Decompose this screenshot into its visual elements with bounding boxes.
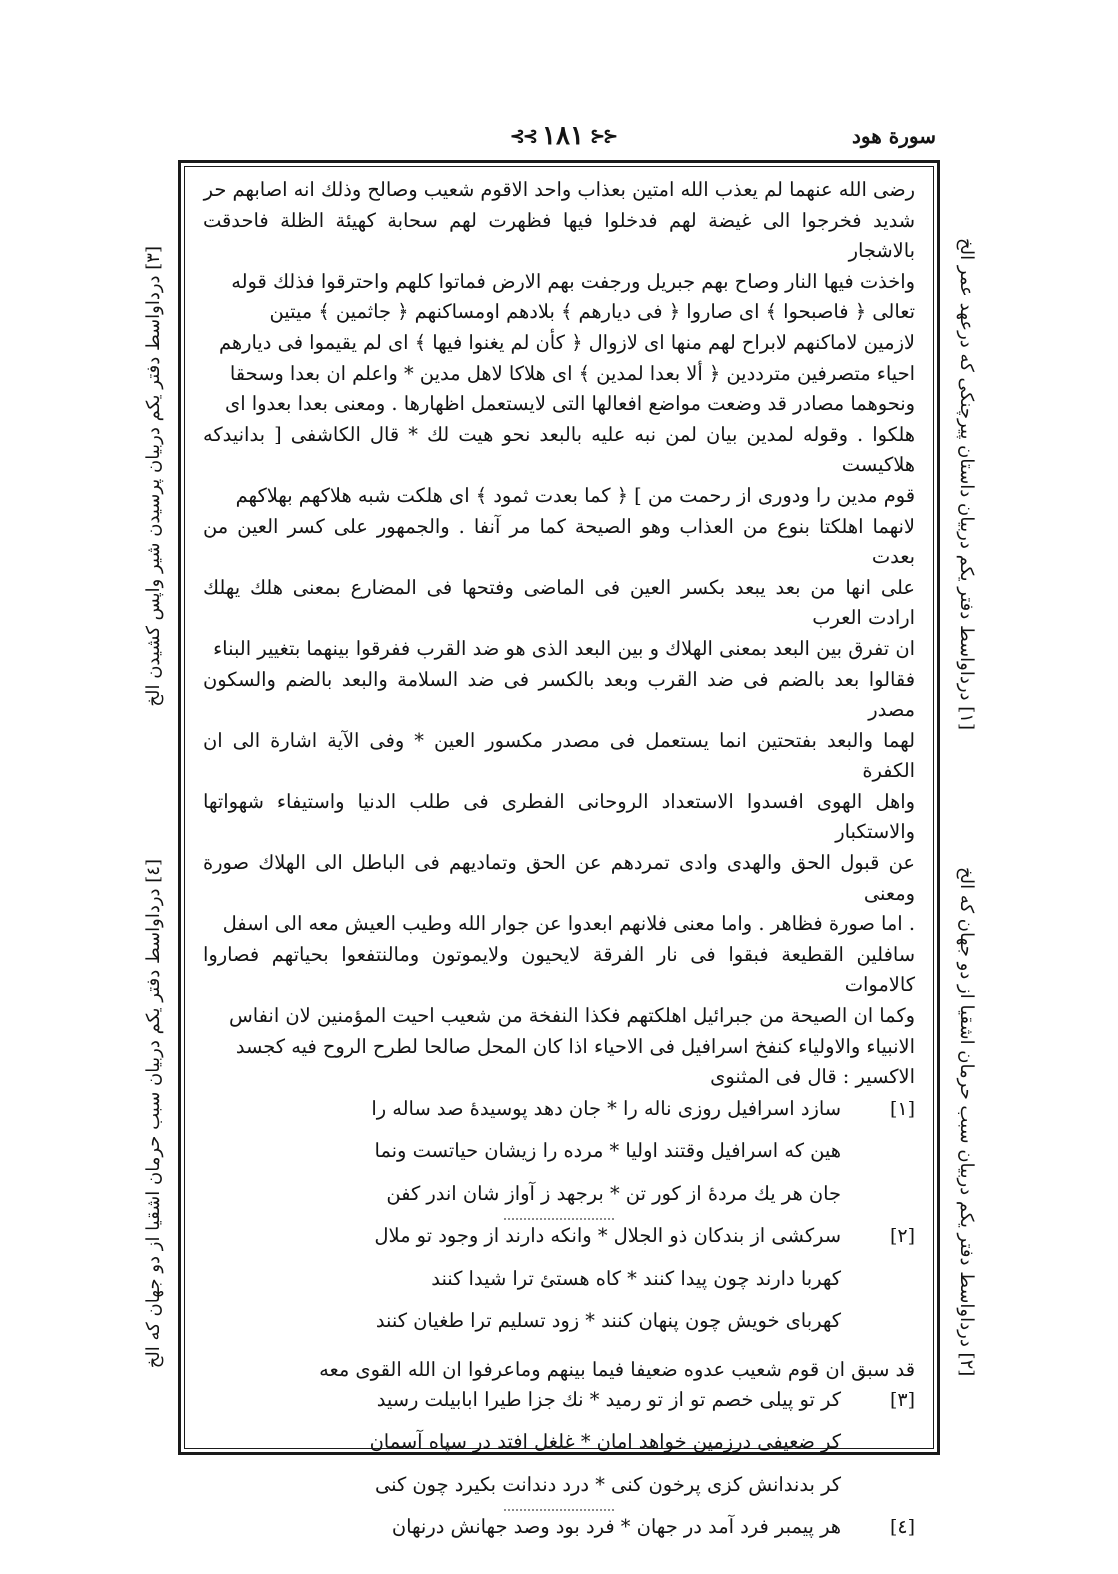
verse-text: سركشى از بندكان ذو الجلال * وانكه دارند از وجود تو ملال [374,1224,841,1248]
right-margin-notes [946,170,986,1445]
verse-line [203,1430,915,1473]
ornament-right-icon: ⊱⊱ [589,125,617,147]
verse-text: جان هر يك مردهٔ از كور تن * برجهد ز آواز شان اندر كفن [386,1181,841,1205]
interlude-text: قد سبق ان قوم شعيب عدوه ضعيفا فيما بينهم وماعرفوا ان الله القوى معه [319,1357,915,1381]
text-line: على انها من بعد يبعد بكسر العين فى الماضى وفتحها فى المضارع بمعنى هلك يهلك ارادت العرب [203,575,915,630]
margin-note: [٣] درداواسط دفتر يكم دربيان پرسيدن شير واپس كشيدن الخ [143,246,164,707]
verse-text: كهربا دارند چون پيدا كنند * كاه هستئ ترا شيدا كنند [431,1266,841,1290]
text-line: احياء متصرفين مترددين ﴿ ألا بعدا لمدين ﴾ اى هلاكا لاهل مدين * واعلم ان بعدا وسحقا [229,361,915,385]
text-line: سافلين القطيعة فبقوا فى نار الفرقة لايحيون ولايموتون ومالنتفعوا بحياتهم فصاروا كالاموات [203,942,915,997]
page-number: ١٨١ [542,121,584,151]
margin-note: [١] درداواسط دفتر يكم دربيان داستان پيرچنكى كه درعهد عمر الخ [956,238,977,731]
text-line: . اما صورة فظاهر . واما معنى فلانهم ابعدوا عن جوار الله وطيب العيش معه الى اسفل [222,912,915,936]
text-line: الانبياء والاولياء كنفخ اسرافيل فى الاحياء اذا كان المحل صالحا لطرح الروح فيه كجسد [235,1034,915,1058]
verse-line [203,1309,915,1352]
text-line: تعالى ﴿ فاصبحوا ﴾ اى صاروا ﴿ فى ديارهم ﴾ بلادهم اومساكنهم ﴿ جاثمين ﴾ ميتين [269,300,915,324]
verse-number: [٤] [889,1516,915,1539]
text-line: واخذت فيها النار وصاح بهم جبريل ورجفت بهم الارض فماتوا كلهم واحترقوا فذلك قوله [231,269,915,293]
verse-text: هين كه اسرافيل وقتند اوليا * مرده را زيشان حياتست ونما [374,1139,841,1163]
text-line: فقالوا بعد بالضم فى ضد القرب وبعد بالكسر فى ضد السلامة والبعد بالضم والسكون مصدر [203,667,915,722]
verse-number: [٢] [889,1225,915,1248]
verse-text: كهرباى خويش چون پنهان كنند * زود تسليم ترا طغيان كنند [375,1309,841,1333]
text-line: شديد فخرجوا الى غيضة لهم فدخلوا فيها فظهرت لهم سحابة كهيئة الظلة فاحدقت بالاشجار [203,208,915,263]
text-line: واهل الهوى افسدوا الاستعداد الروحانى الفطرى فى طلب الدنيا واستيفاء شهواتها والاستكبار [203,789,915,844]
verse-number: [٣] [889,1388,915,1411]
text-line: عن قبول الحق والهدى وادى تمردهم عن الحق وتماديهم فى الباطل الى الهلاك صورة ومعنى [203,851,915,905]
text-line: ان تفرق بين البعد بمعنى الهلاك و بين البعد الذى هو ضد القرب ففرقوا بينهما بتغيير البناء [213,636,915,660]
dotted-divider [504,1509,614,1511]
commentary-text [203,175,915,1093]
text-line: وكما ان الصيحة من جبرائيل اهلكتهم فكذا النفخة من شعيب احيت المؤمنين لان انفاس [229,1004,915,1028]
verse-line [203,1097,915,1140]
verse-text: كر بدندانش كزى پرخون كنى * درد دندانت بكيرد چون كنى [374,1472,841,1496]
margin-note: [٤] درداواسط دفتر يكم دربيان سبب حرمان اشقيا از دو جهان كه الخ [143,859,164,1369]
surah-title: سورة هود [852,124,936,148]
verse-text: هر پيمبر فرد آمد در جهان * فرد بود وصد جهانش درنهان [391,1515,841,1539]
verse-number: [١] [889,1097,915,1120]
margin-note: [٢] درداواسط دفتر يكم دربيان سبب حرمان اشقيا از دو جهان كه الخ [956,867,977,1377]
verse-line [203,1224,915,1267]
verse-line [203,1267,915,1310]
text-line: لهما والبعد بفتحتين انما يستعمل فى مصدر مكسور العين * وفى الآية اشارة الى ان الكفرة [203,728,915,783]
verse-text: سازد اسرافيل روزى ناله را * جان دهد پوسيدهٔ صد ساله را [371,1096,841,1120]
text-line: الاكسير : قال فى المثنوى [710,1065,915,1089]
page-number-block [478,118,648,154]
text-line: رضى الله عنهما لم يعذب الله امتين بعذاب واحد الاقوم شعيب وصالح وذلك انه اصابهم حر [203,178,915,201]
left-margin-notes [134,170,174,1445]
text-line: ونحوهما مصادر قد وضعت مواضع افعالها التى لايستعمل اظهارها . ومعنى بعدا بعدوا اى [225,392,915,416]
dotted-divider [504,1218,614,1220]
text-line: هلكوا . وقوله لمدين بيان لمن نبه عليه بالبعد نحو هيت لك * قال الكاشفى [ بدانيدكه هلاكيست [203,422,915,477]
text-frame [178,160,940,1539]
text-line: لانهما اهلكتا بنوع من العذاب وهو الصيحة كما مر آنفا . والجمهور على كسر العين من بعدت [203,514,915,569]
verse-line [203,1139,915,1182]
text-line: لازمين لاماكنهم لابراح لهم منها اى لازوال ﴿ كأن لم يغنوا فيها ﴾ اى لم يقيموا فى ديارهم [218,330,915,354]
text-line: قوم مدين را ودورى از رحمت من ] ﴿ كما بعدت ثمود ﴾ اى هلكت شبه هلاكهم بهلاكهم [235,483,915,507]
verse-text: كر تو پيلى خصم تو از تو رميد * نك جزا طيرا ابابيلت رسيد [376,1387,841,1411]
verse-line [203,1388,915,1431]
page-header [178,118,940,158]
masnavi-verses [203,1097,915,1558]
verse-text: كر ضعيفى درزمين خواهد امان * غلغل افتد در سپاه آسمان [369,1430,841,1454]
verse-line [203,1515,915,1558]
ornament-left-icon: ⊰⊰ [509,125,537,147]
text-frame-inner [184,166,934,1539]
